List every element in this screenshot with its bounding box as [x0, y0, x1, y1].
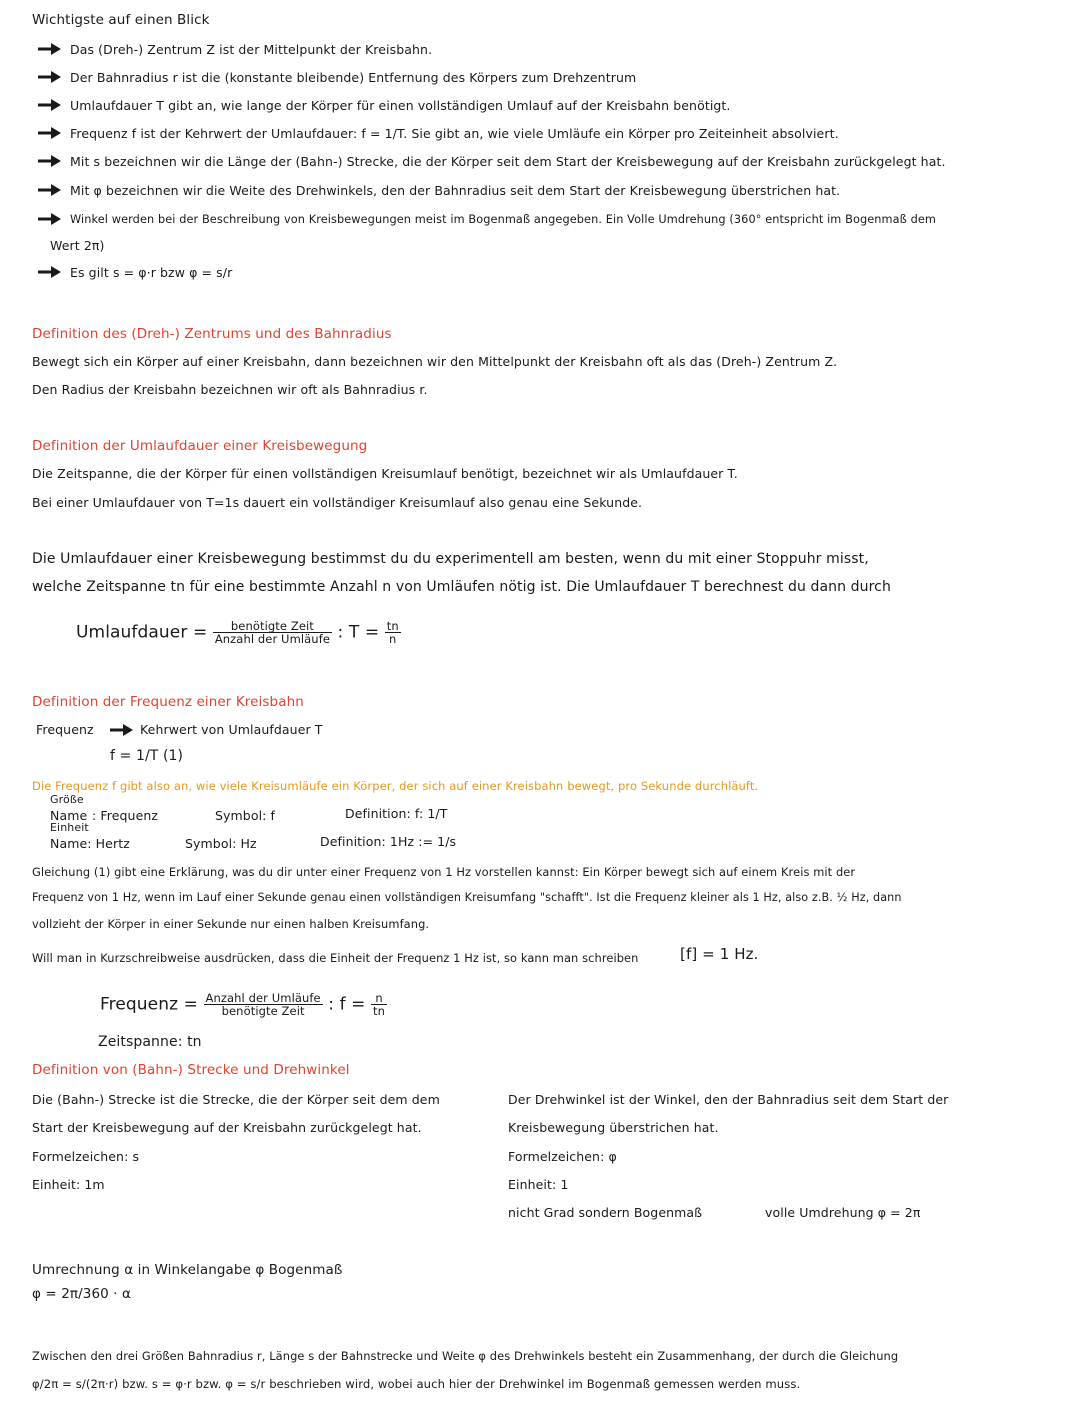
drehwinkel-einheit: Einheit: 1 — [508, 1177, 569, 1192]
overview-bullet: Der Bahnradius r ist die (konstante bleibende) Entfernung des Körpers zum Drehzentrum — [70, 70, 637, 85]
zeitspanne-label: Zeitspanne: tn — [98, 1034, 202, 1050]
overview-bullet: Umlaufdauer T gibt an, wie lange der Körper für einen vollständigen Umlauf auf der Kreisbahn benötigt. — [70, 98, 731, 113]
strecke-formelzeichen: Formelzeichen: s — [32, 1149, 140, 1164]
table-definition2: Definition: 1Hz := 1/s — [320, 834, 457, 849]
section-title: Definition des (Dreh-) Zentrums und des Bahnradius — [32, 326, 392, 342]
strecke-text: Start der Kreisbewegung auf der Kreisbahn zurückgelegt hat. — [32, 1120, 422, 1135]
table-groesse: Größe — [50, 793, 84, 806]
arrow-right-icon — [36, 183, 62, 197]
strecke-einheit: Einheit: 1m — [32, 1177, 105, 1192]
fraction-numerator: Anzahl der Umläufe — [205, 991, 321, 1005]
formula-result: T = — [348, 622, 380, 643]
formula-result: : f = — [328, 994, 366, 1015]
highlight-text: Die Frequenz f gibt also an, wie viele Kreisumläufe ein Körper, der sich auf einer Kreisbahn bewegt, pro Sekunde durchläuft. — [32, 779, 759, 793]
table-definition: Definition: f: 1/T — [345, 806, 448, 821]
overview-wrap-line: Wert 2π) — [50, 238, 105, 253]
table-name-value: : Frequenz — [92, 808, 159, 823]
bogenmass-note: nicht Grad sondern Bogenmaß — [508, 1205, 703, 1220]
frequenz-kehrwert: Kehrwert von Umlaufdauer T — [140, 722, 323, 737]
table-einheit: Einheit — [50, 821, 89, 834]
fraction-denominator: benötigte Zeit — [221, 1004, 305, 1018]
formula-frequenz — [100, 992, 387, 1017]
body-text: Den Radius der Kreisbahn bezeichnen wir oft als Bahnradius r. — [32, 382, 428, 397]
arrow-right-icon — [36, 212, 62, 226]
formula-umlaufdauer — [76, 620, 401, 645]
frequenz-formula: f = 1/T (1) — [110, 748, 184, 764]
arrow-right-icon — [36, 42, 62, 56]
body-text: Bewegt sich ein Körper auf einer Kreisbahn, dann bezeichnen wir den Mittelpunkt der Kreisbahn oft als das (Dreh-) Zentrum Z. — [32, 354, 838, 369]
overview-bullet: Das (Dreh-) Zentrum Z ist der Mittelpunkt der Kreisbahn. — [70, 42, 433, 57]
formula-fraction — [371, 992, 387, 1017]
formula-label: Frequenz = — [100, 994, 198, 1015]
table-symbol: Symbol: f — [215, 808, 276, 823]
body-text: Bei einer Umlaufdauer von T=1s dauert ein vollständiger Kreisumlauf also genau eine Sekunde. — [32, 495, 643, 510]
body-text: Will man in Kurzschreibweise ausdrücken, dass die Einheit der Frequenz 1 Hz ist, so kann man schreiben — [32, 951, 639, 965]
overview-bullet: Mit φ bezeichnen wir die Weite des Drehwinkels, den der Bahnradius seit dem Start der Kreisbewegung überstrichen hat. — [70, 183, 841, 198]
overview-bullet: Winkel werden bei der Beschreibung von Kreisbewegungen meist im Bogenmaß angegeben. Ein Volle Umdrehung (360° entspricht im Bogenmaß dem — [70, 213, 936, 226]
fraction-numerator: n — [371, 992, 387, 1005]
overview-bullet: Frequenz f ist der Kehrwert der Umlaufdauer: f = 1/T. Sie gibt an, wie viele Umläufe ein Körper pro Zeiteinheit absolviert. — [70, 126, 839, 141]
overview-bullet: Mit s bezeichnen wir die Länge der (Bahn-) Strecke, die der Körper seit dem Start der Kreisbewegung auf der Kreisbahn zurückgelegt hat. — [70, 154, 946, 169]
overview-bullet: Es gilt s = φ·r bzw φ = s/r — [70, 265, 233, 280]
arrow-right-icon — [36, 154, 62, 168]
formula-label: Umlaufdauer = — [76, 622, 208, 643]
fraction-numerator: tn — [386, 619, 399, 633]
table-name2: Name: Hertz — [50, 836, 130, 851]
section-title: Definition der Frequenz einer Kreisbahn — [32, 694, 304, 710]
frequenz-label: Frequenz — [36, 722, 94, 737]
body-text: Die Zeitspanne, die der Körper für einen vollständigen Kreisumlauf benötigt, bezeichnet wir als Umlaufdauer T. — [32, 466, 738, 481]
formula-fraction — [385, 620, 401, 645]
body-text: vollzieht der Körper in einer Sekunde nur einen halben Kreisumfang. — [32, 917, 430, 931]
strecke-text: Die (Bahn-) Strecke ist die Strecke, die der Körper seit dem dem — [32, 1092, 440, 1107]
table-name-label: Name — [50, 808, 88, 823]
arrow-right-icon — [36, 126, 62, 140]
formula-fraction — [204, 992, 323, 1017]
body-text: Frequenz von 1 Hz, wenn im Lauf einer Sekunde genau einen vollständigen Kreisumfang "schafft". Ist die Frequenz kleiner als 1 Hz, also z.B. ½ Hz, dann — [32, 891, 902, 904]
umrechnung-formula: φ = 2π/360 · α — [32, 1286, 132, 1302]
body-text: Zwischen den drei Größen Bahnradius r, Länge s der Bahnstrecke und Weite φ des Drehwinkels besteht ein Zusammenhang, der durch die Gleichung — [32, 1349, 899, 1363]
drehwinkel-text: Kreisbewegung überstrichen hat. — [508, 1120, 719, 1135]
body-text: welche Zeitspanne tn für eine bestimmte Anzahl n von Umläufen nötig ist. Die Umlaufdauer T berechnest du dann durch — [32, 579, 891, 595]
fraction-denominator: n — [389, 632, 397, 646]
umrechnung-text: Umrechnung α in Winkelangabe φ Bogenmaß — [32, 1262, 343, 1278]
fraction-denominator: tn — [373, 1004, 386, 1018]
volle-umdrehung: volle Umdrehung φ = 2π — [765, 1205, 921, 1220]
body-text: Gleichung (1) gibt eine Erklärung, was du dir unter einer Frequenz von 1 Hz vorstellen kannst: Ein Körper bewegt sich auf einem Kreis mit der — [32, 865, 856, 879]
formula-separator: : — [337, 622, 344, 643]
section-title: Definition von (Bahn-) Strecke und Drehwinkel — [32, 1062, 350, 1078]
arrow-right-icon — [108, 723, 134, 737]
overview-heading: Wichtigste auf einen Blick — [32, 12, 210, 28]
fraction-numerator: benötigte Zeit — [213, 620, 332, 633]
arrow-right-icon — [36, 98, 62, 112]
drehwinkel-formelzeichen: Formelzeichen: φ — [508, 1149, 617, 1164]
body-text: Die Umlaufdauer einer Kreisbewegung bestimmst du du experimentell am besten, wenn du mit einer Stoppuhr misst, — [32, 551, 869, 567]
section-title: Definition der Umlaufdauer einer Kreisbewegung — [32, 438, 368, 454]
body-text: φ/2π = s/(2π·r) bzw. s = φ·r bzw. φ = s/r beschrieben wird, wobei auch hier der Drehwinkel im Bogenmaß gemessen werden muss. — [32, 1377, 801, 1391]
arrow-right-icon — [36, 265, 62, 279]
unit-formula: [f] = 1 Hz. — [680, 945, 759, 963]
arrow-right-icon — [36, 70, 62, 84]
table-symbol2: Symbol: Hz — [185, 836, 257, 851]
fraction-denominator: Anzahl der Umläufe — [214, 632, 331, 646]
drehwinkel-text: Der Drehwinkel ist der Winkel, den der Bahnradius seit dem Start der — [508, 1092, 949, 1107]
formula-fraction — [213, 620, 332, 645]
